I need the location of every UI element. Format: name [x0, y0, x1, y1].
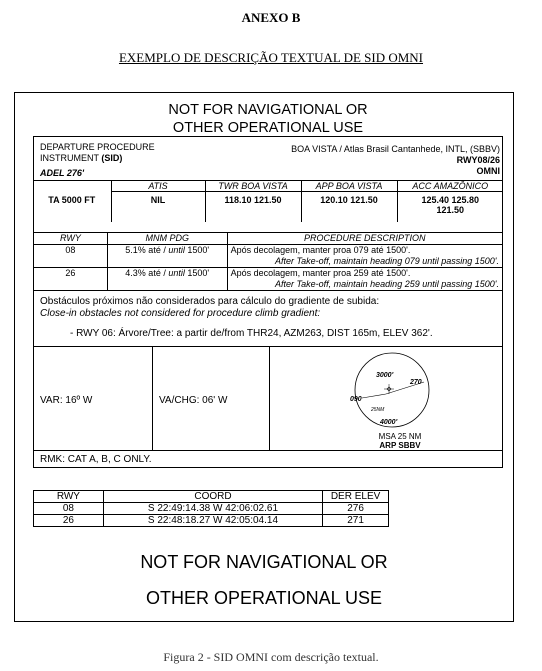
sid-text: (SID) — [101, 153, 123, 163]
transition-altitude: TA 5000 FT — [48, 194, 96, 205]
procedure-description: Após decolagem, manter proa 259 até 1500'. After Take-off, maintain heading 259 until passing 1500'. — [227, 268, 502, 291]
twr-value: 118.10 121.50 — [205, 192, 301, 222]
procedure-rwy: 26 — [34, 268, 108, 291]
warning-line-2: OTHER OPERATIONAL USE — [172, 120, 364, 136]
procedure-table — [33, 232, 503, 291]
adel-label: ADEL 276' — [40, 168, 84, 178]
remarks: RMK: CAT A, B, C ONLY. — [40, 454, 152, 465]
frequency-table — [33, 180, 503, 222]
acc-freq-1: 125.40 125.80 — [421, 195, 480, 205]
obstacles-pt: Obstáculos próximos não considerados para cálculo do gradiente de subida: — [40, 296, 380, 307]
msa-divider — [269, 346, 270, 450]
app-header: APP BOA VISTA — [301, 180, 397, 192]
rwy-header: RWY — [34, 233, 108, 245]
procedure-description: Após decolagem, manter proa 079 até 1500'. After Take-off, maintain heading 079 until passing 1500'. — [227, 245, 502, 268]
frequency-value-row — [33, 192, 503, 222]
warning-line-1: NOT FOR NAVIGATIONAL OR — [168, 102, 368, 118]
der-elev-header: DER ELEV — [323, 491, 389, 503]
msa-circle — [355, 353, 429, 427]
footer-warning-line-2: OTHER OPERATIONAL USE — [145, 588, 383, 608]
msa-south-altitude: 4000' — [380, 419, 398, 426]
obstacle-item: - RWY 06: Árvore/Tree: a partir de/from THR24, AZM263, DIST 165m, ELEV 362'. — [70, 328, 433, 339]
coord-header: COORD — [103, 491, 322, 503]
acc-value — [397, 192, 503, 222]
figure-caption: Figura 2 - SID OMNI com descrição textual. — [163, 650, 379, 664]
procedure-pdg: 4.3% até / until 1500' — [107, 268, 227, 291]
acc-header: ACC AMAZÔNICO — [397, 180, 503, 192]
section-title: EXEMPLO DE DESCRIÇÃO TEXTUAL DE SID OMNI — [118, 50, 424, 65]
procedure-name: OMNI — [476, 166, 500, 176]
rmk-divider — [33, 450, 503, 451]
instrument-text: INSTRUMENT — [40, 153, 102, 163]
procedure-header-row — [34, 233, 503, 245]
procedure-pdg: 5.1% até / until 1500' — [107, 245, 227, 268]
runway-coordinates-table — [33, 490, 389, 527]
msa-sector-divider — [362, 394, 386, 398]
twr-header: TWR BOA VISTA — [205, 180, 301, 192]
app-value: 120.10 121.50 — [301, 192, 397, 222]
magnetic-variation: VAR: 16º W — [40, 395, 93, 406]
instrument-label — [40, 153, 122, 164]
obstacle-divider — [33, 346, 503, 347]
procedure-row — [34, 268, 503, 291]
procedure-row — [34, 245, 503, 268]
variation-change: VA/CHG: 06' W — [159, 395, 228, 406]
frequency-header-row — [33, 180, 503, 192]
pdg-header: MNM PDG — [107, 233, 227, 245]
table-row: 26 S 22:48:18.27 W 42:05:04.14 271 — [34, 515, 389, 527]
footer-warning-line-1: NOT FOR NAVIGATIONAL OR — [140, 552, 388, 572]
msa-ring-radius: 25NM — [371, 407, 385, 413]
acc-freq-2: 121.50 — [436, 205, 465, 215]
atis-value: NIL — [111, 192, 205, 222]
table-row: 08 S 22:49:14.38 W 42:06:02.61 276 — [34, 503, 389, 515]
runway-label: RWY08/26 — [456, 155, 500, 165]
msa-east-bearing: 270 — [410, 379, 422, 386]
msa-reference: ARP SBBV — [379, 441, 421, 450]
coordinates-header-row — [34, 491, 389, 503]
annex-title: ANEXO B — [241, 10, 301, 25]
atis-header: ATIS — [111, 180, 205, 192]
var-divider — [152, 346, 153, 450]
msa-label: MSA 25 NM — [378, 432, 422, 441]
msa-north-altitude: 3000' — [376, 372, 394, 379]
obstacles-en: Close-in obstacles not considered for procedure climb gradient: — [40, 308, 321, 319]
description-header: PROCEDURE DESCRIPTION — [227, 233, 502, 245]
procedure-rwy: 08 — [34, 245, 108, 268]
msa-west-bearing: 090 — [350, 396, 362, 403]
airport-name: BOA VISTA / Atlas Brasil Cantanhede, INTL, (SBBV) — [291, 144, 500, 154]
departure-procedure-label: DEPARTURE PROCEDURE — [40, 142, 155, 152]
coord-rwy-header: RWY — [34, 491, 104, 503]
msa-diagram — [338, 350, 458, 442]
